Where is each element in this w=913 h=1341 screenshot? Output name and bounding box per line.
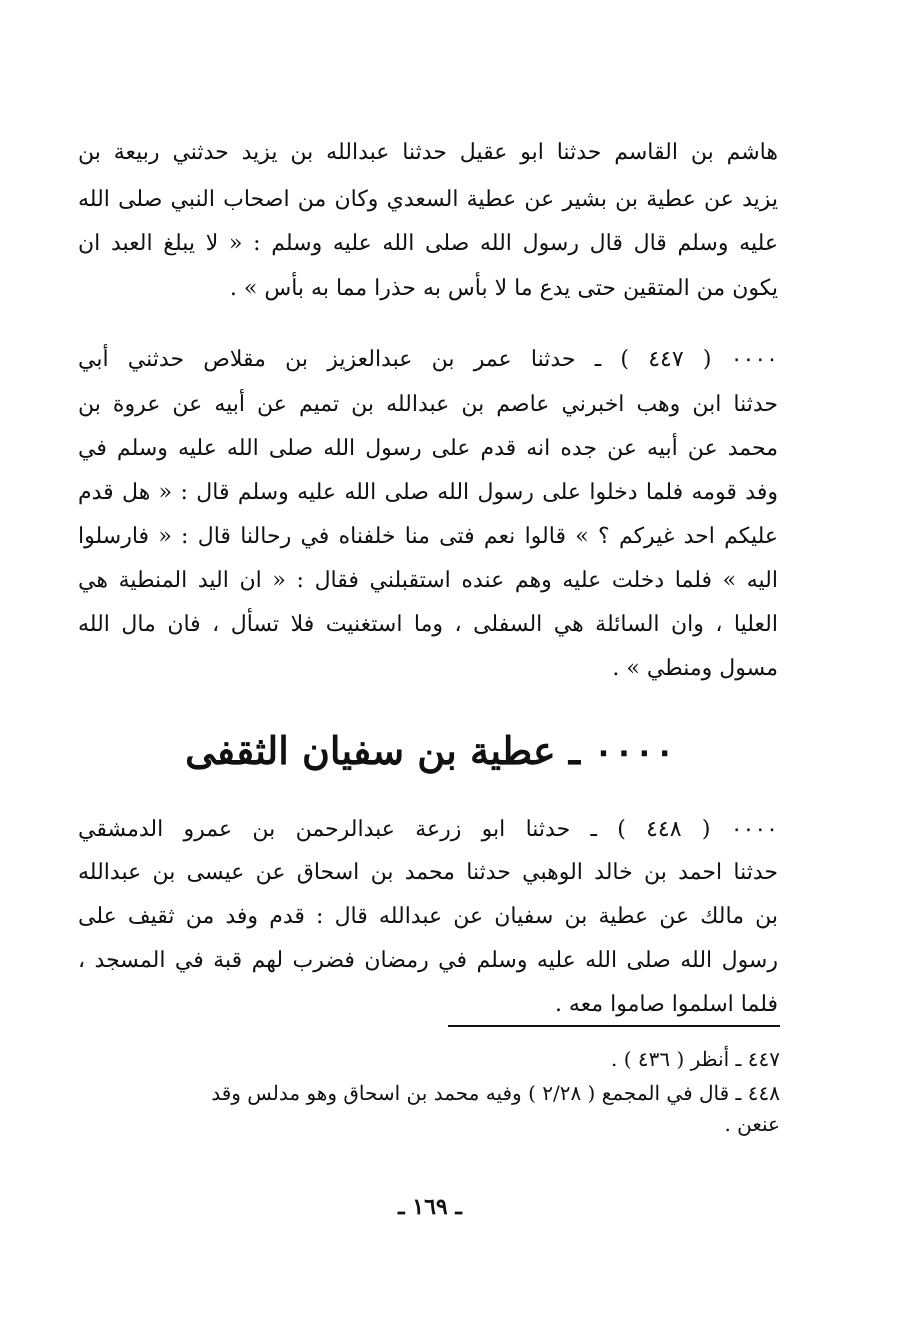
footnote-448-continued: عنعن . [724,1112,780,1136]
text-line: العليا ، وان السائلة هي السفلى ، وما استغنيت فلا تسأل ، فان مال الله [78,612,778,637]
footnote-448: ٤٤٨ ـ قال في المجمع ( ٢/٢٨ ) وفيه محمد بن اسحاق وهو مدلس وقد [211,1081,780,1105]
text-line: حدثنا ابن وهب اخبرني عاصم بن عبدالله بن تميم عن أبيه عن عروة بن [78,392,778,417]
text-line: هاشم بن القاسم حدثنا ابو عقيل حدثنا عبدالله بن يزيد حدثني ربيعة بن [78,140,778,165]
text-line: عليه وسلم قال قال رسول الله صلى الله عليه وسلم : « لا يبلغ العبد ان [78,231,778,256]
page-number: ـ ١٦٩ ـ [398,1194,462,1220]
text-line: محمد عن أبيه عن جده انه قدم على رسول الله صلى الله عليه وسلم في [78,436,778,461]
text-line: فلما اسلموا صاموا معه . [554,992,778,1017]
text-line: اليه » فلما دخلت عليه وهم عنده استقبلني فقال : « ان اليد المنطية هي [78,568,778,593]
text-line: يكون من المتقين حتى يدع ما لا بأس به حذرا مما به بأس » . [229,276,778,301]
text-line: بن مالك عن عطية بن سفيان عن عبدالله قال : قدم وفد من ثقيف على [78,904,778,929]
text-line: حدثنا احمد بن خالد الوهبي حدثنا محمد بن اسحاق عن عيسى بن عبدالله [78,860,778,885]
text-line: وفد قومه فلما دخلوا على رسول الله صلى الله عليه وسلم قال : « هل قدم [78,480,778,505]
text-line: ٠٠٠٠ ( ٤٤٧ ) ـ حدثنا عمر بن عبدالعزيز بن مقلاص حدثني أبي [78,347,778,372]
text-line: مسول ومنطي » . [612,656,778,681]
text-line: يزيد عن عطية بن بشير عن عطية السعدي وكان من اصحاب النبي صلى الله [78,187,778,212]
text-line: ٠٠٠٠ ( ٤٤٨ ) ـ حدثنا ابو زرعة عبدالرحمن بن عمرو الدمشقي [78,817,778,842]
text-line: عليكم احد غيركم ؟ » قالوا نعم فتى منا خلفناه في رحالنا قال : « فارسلوا [78,524,778,549]
section-heading: ٠٠٠٠ ـ عطية بن سفيان الثقفى [185,728,675,773]
footnote-447: ٤٤٧ ـ أنظر ( ٤٣٦ ) . [611,1047,780,1071]
footnote-separator [448,1025,780,1027]
text-line: رسول الله صلى الله عليه وسلم في رمضان فضرب لهم قبة في المسجد ، [78,948,778,973]
